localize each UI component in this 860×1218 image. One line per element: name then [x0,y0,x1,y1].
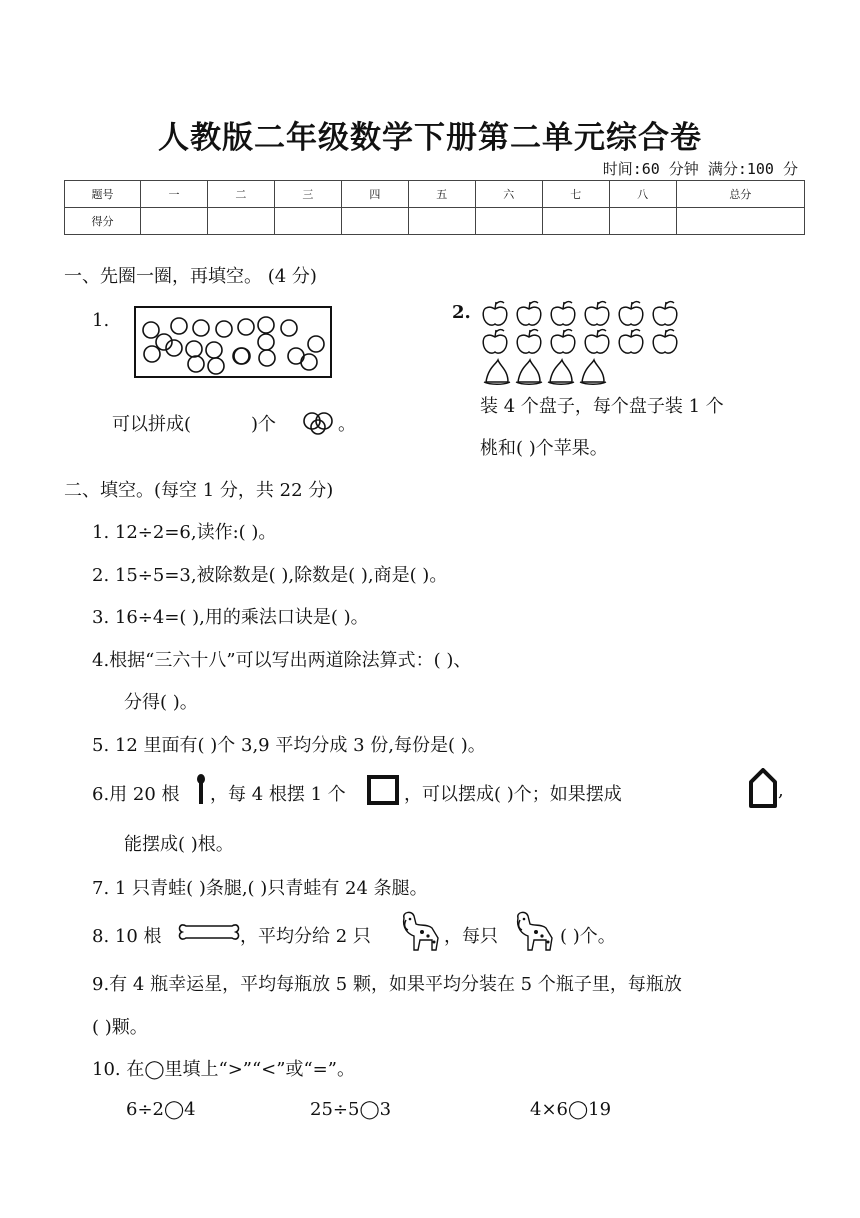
s1-q1-text-a: 可以拼成( [112,414,192,435]
score-cell[interactable] [207,208,274,235]
score-cell[interactable] [609,208,676,235]
score-table-header-row [65,181,805,208]
three-circles-icon [302,411,336,435]
circles-figure [134,306,332,378]
s1-q2-line1: 装 4 个盘子，每个盘子装 1 个 [480,396,724,417]
exam-meta: 时间:60 分钟 满分:100 分 [602,160,798,178]
score-header-cell: 一 [141,181,208,208]
s2-q6-d: , [778,780,784,801]
s2-q5: 5. 12 里面有( )个 3,9 平均分成 3 份,每份是( )。 [92,735,486,756]
s2-q10-item: 25÷5◯3 [310,1099,392,1120]
score-header-cell: 四 [341,181,408,208]
s2-q2: 2. 15÷5=3,被除数是( ),除数是( ),商是( )。 [92,565,448,586]
section2-heading: 二、填空。(每空 1 分，共 22 分) [64,480,334,501]
score-table [64,180,805,235]
score-header-cell: 总分 [676,181,804,208]
s2-q10: 10. 在◯里填上“>”“<”或“=”。 [92,1059,355,1080]
s1-q2-number: 2. [452,302,471,323]
page-title: 人教版二年级数学下册第二单元综合卷 [158,120,702,156]
score-cell[interactable] [141,208,208,235]
dog-icon [398,910,444,954]
s2-q8-c: ，每只 [444,926,498,947]
score-cell[interactable] [341,208,408,235]
section1-heading: 一、先圈一圈，再填空。 (4 分) [64,266,317,287]
square-shape-icon [366,774,400,806]
score-cell[interactable] [408,208,475,235]
s2-q6-line2: 能摆成( )根。 [124,834,234,855]
s1-q2-line2: 桃和( )个苹果。 [480,438,608,459]
house-shape-icon [748,768,778,808]
score-header-cell: 三 [274,181,341,208]
score-table-score-row [65,208,805,235]
score-header-cell: 六 [475,181,542,208]
s1-q1-text-b: )个 [251,414,277,435]
s2-q10-item: 4×6◯19 [530,1099,612,1120]
dog-icon [512,910,558,954]
score-header-cell: 七 [542,181,609,208]
s2-q6-c: ，可以摆成( )个；如果摆成 [404,784,622,805]
matchstick-icon [196,774,206,806]
s1-q1-text-c: 。 [338,414,356,435]
s2-q4-line2: 分得( )。 [124,692,198,713]
score-header-cell: 二 [207,181,274,208]
score-row-label: 得分 [65,208,141,235]
score-header-cell: 八 [609,181,676,208]
s2-q6-a: 6.用 20 根 [92,784,180,805]
s2-q10-item: 6÷2◯4 [126,1099,196,1120]
s1-q1-text [112,410,276,436]
s2-q7: 7. 1 只青蛙( )条腿,( )只青蛙有 24 条腿。 [92,878,428,899]
s2-q8-b: ，平均分给 2 只 [240,926,371,947]
score-cell[interactable] [676,208,804,235]
s2-q8-a: 8. 10 根 [92,926,162,947]
score-header-cell: 五 [408,181,475,208]
s2-q3: 3. 16÷4=( ),用的乘法口诀是( )。 [92,607,369,628]
s2-q4-line1: 4.根据“三六十八”可以写出两道除法算式：( )、 [92,650,472,671]
s2-q1: 1. 12÷2=6,读作:( )。 [92,522,277,543]
bone-icon [178,922,240,942]
score-cell[interactable] [475,208,542,235]
score-cell[interactable] [542,208,609,235]
apples-peaches-figure [480,298,690,388]
s1-q1-number: 1. [92,310,110,331]
s2-q9-line1: 9.有 4 瓶幸运星，平均每瓶放 5 颗，如果平均分装在 5 个瓶子里，每瓶放 [92,974,682,995]
s2-q6-b: ，每 4 根摆 1 个 [210,784,346,805]
s2-q8-d: ( )个。 [560,926,616,947]
score-header-cell: 题号 [65,181,141,208]
score-cell[interactable] [274,208,341,235]
s2-q9-line2: ( )颗。 [92,1017,148,1038]
